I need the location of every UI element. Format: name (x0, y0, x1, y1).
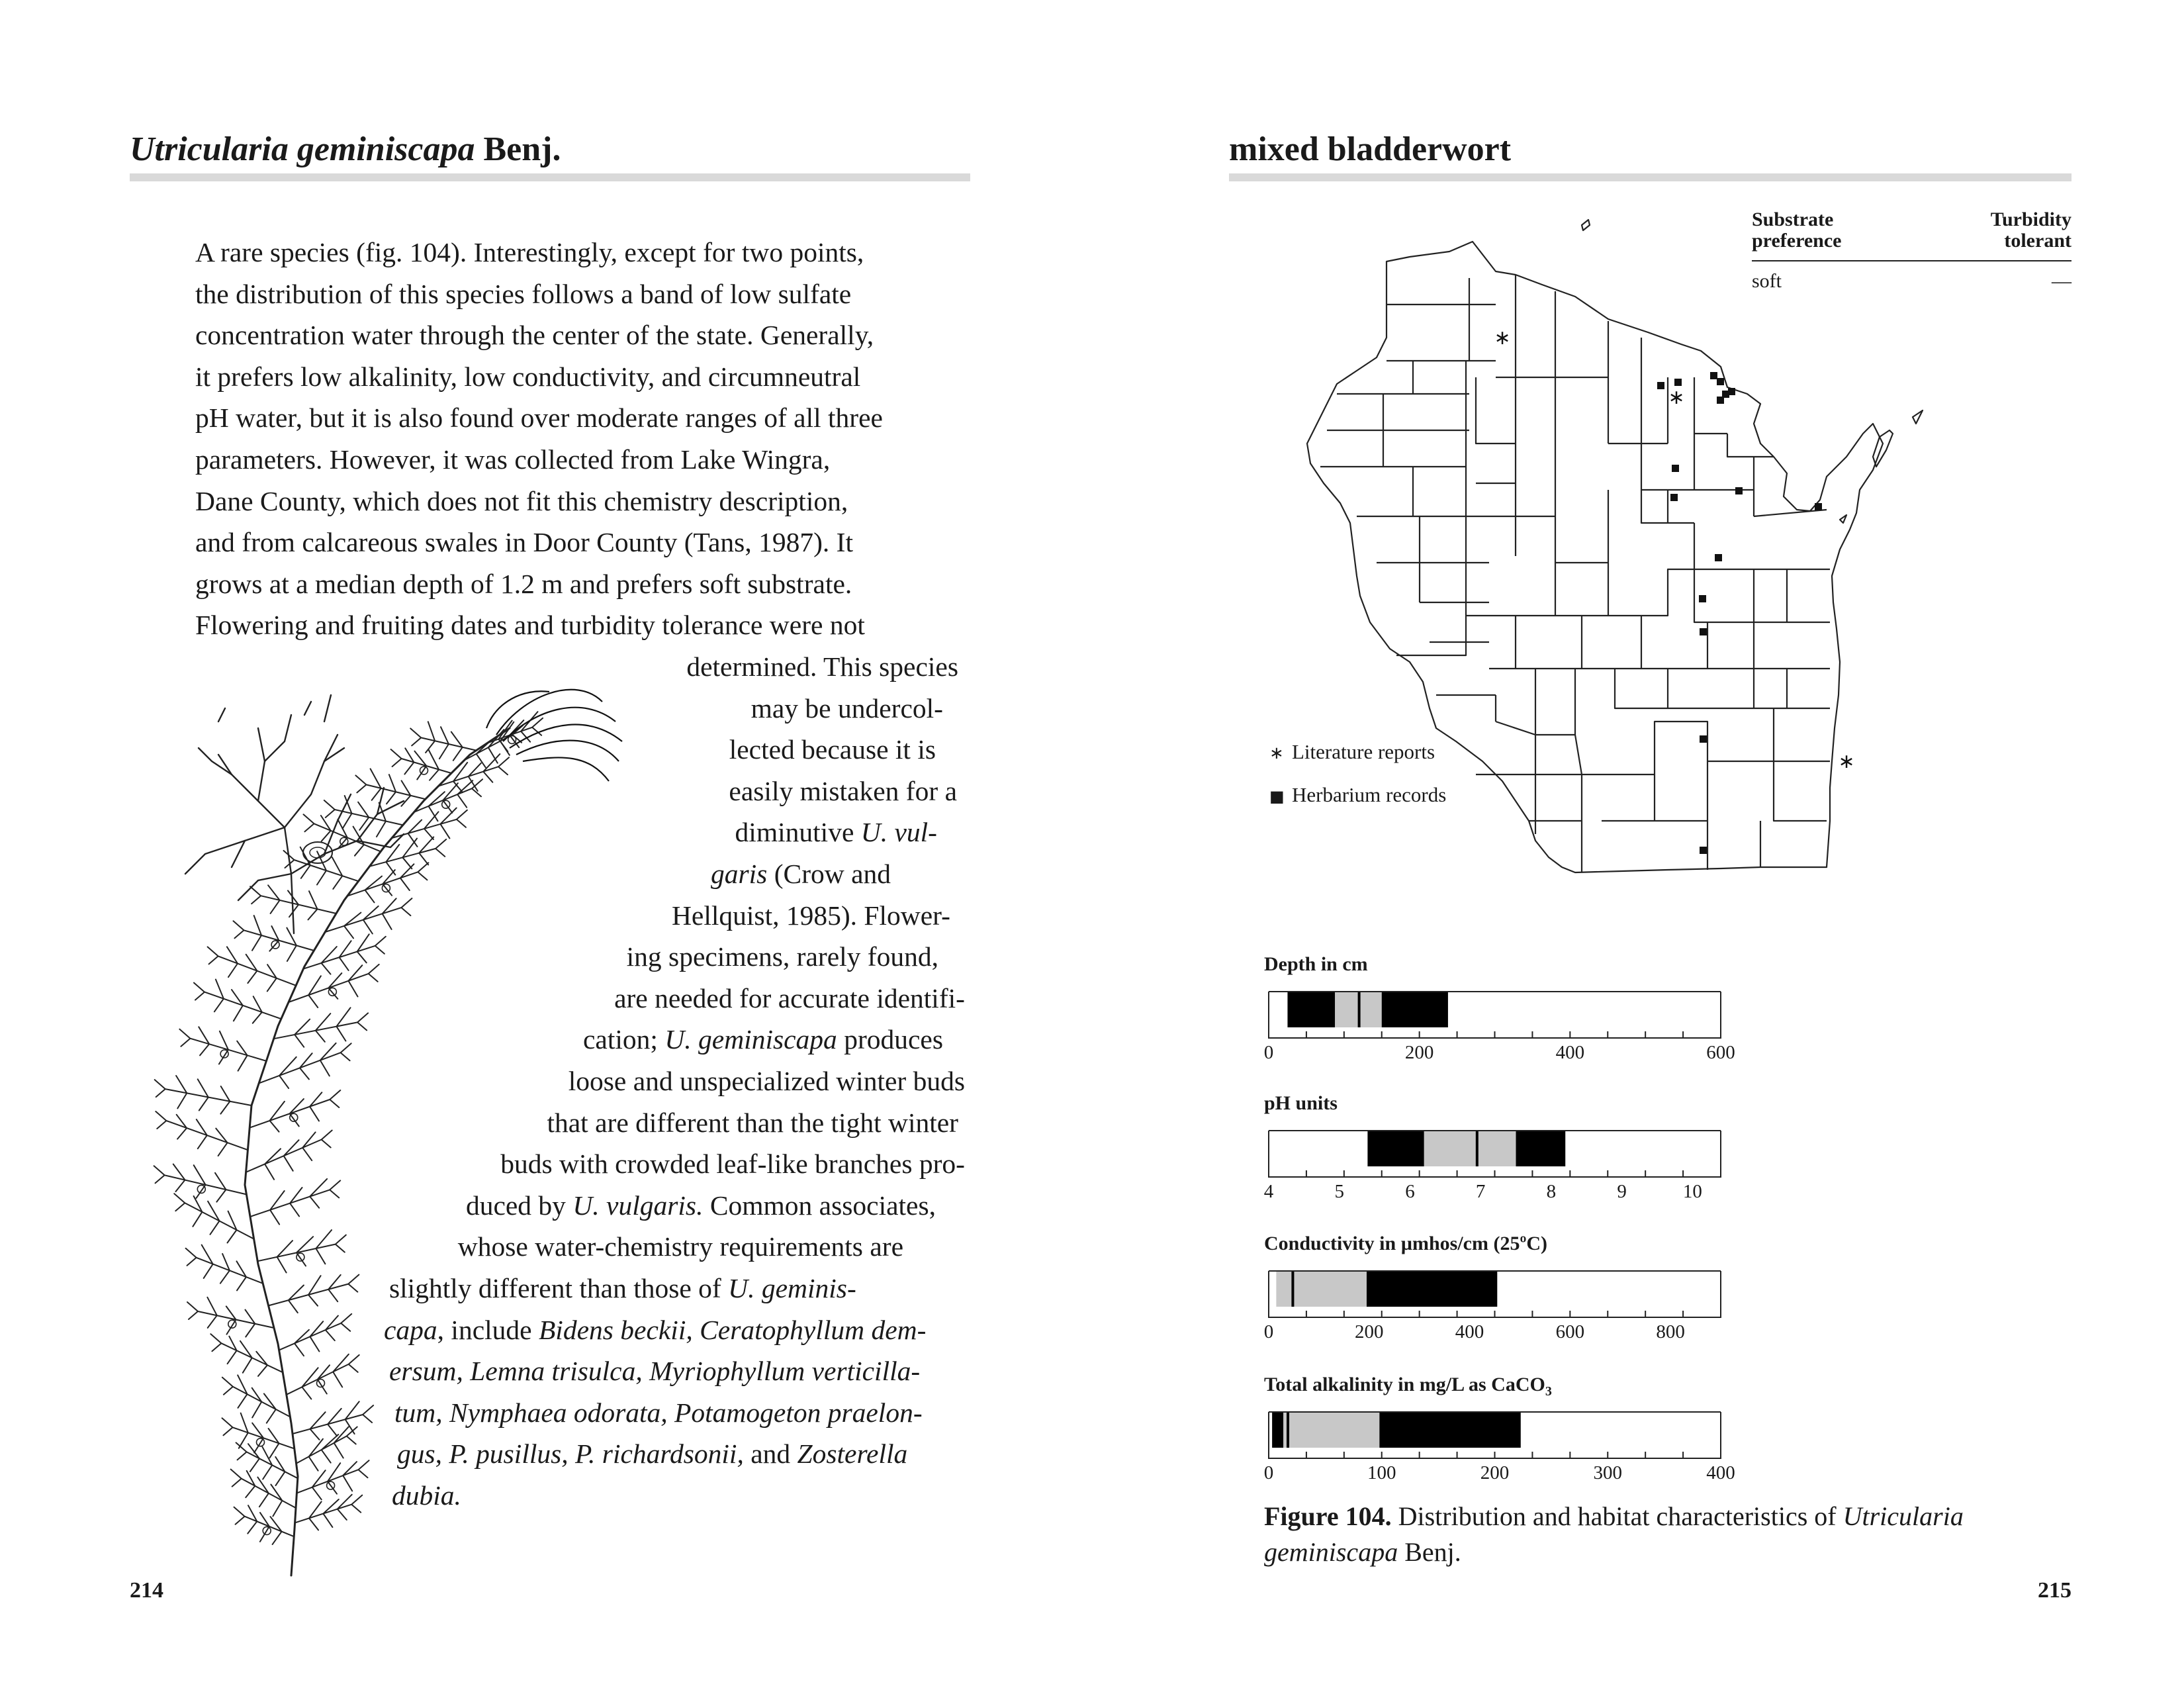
range-band (1287, 992, 1335, 1027)
herbarium-record-marker (1715, 554, 1722, 561)
paragraph-line (195, 356, 860, 398)
caption-line-1: Figure 104. Distribution and habitat characteristics of Utricularia (1264, 1501, 1964, 1531)
substrate-value: soft (1752, 270, 1782, 292)
tick-label: 200 (1404, 1042, 1434, 1063)
text-run: concentration water through the center of the state. Generally, (195, 320, 874, 351)
paragraph-line (195, 232, 864, 273)
tick-label: 100 (1367, 1462, 1396, 1483)
chart-title-subscript: 3 (1545, 1384, 1552, 1399)
herbarium-record-marker (1700, 735, 1707, 743)
text-run: that are different than the tight winter (547, 1107, 958, 1138)
species-name: Utricularia geminiscapa (130, 130, 475, 168)
tick-label: 6 (1405, 1181, 1415, 1202)
text-run: capa (384, 1314, 437, 1345)
tick-label: 4 (1263, 1181, 1274, 1202)
tick-label: 400 (1455, 1321, 1484, 1342)
text-run: grows at a median depth of 1.2 m and prefers soft substrate. (195, 568, 852, 599)
chart-title-text: Total alkalinity in mg/L as CaCO (1264, 1374, 1545, 1395)
text-run: gus, P. pusillus, P. richardsonii, (397, 1438, 744, 1470)
text-run: ing specimens, rarely found, (626, 941, 938, 972)
herbarium-record-marker (1670, 494, 1678, 501)
plant-illustration (126, 682, 708, 1595)
chart-title-text: Conductivity in µmhos/cm (25ºC) (1264, 1233, 1548, 1254)
text-run: slightly different than those of (389, 1273, 729, 1303)
chart-title (1264, 1374, 1552, 1399)
legend-label: Literature reports (1292, 740, 1435, 763)
paragraph-line (195, 439, 830, 481)
tick-label: 5 (1334, 1181, 1344, 1202)
tick-label: 0 (1263, 1462, 1274, 1483)
herbarium-record-marker (1717, 397, 1724, 404)
map-legend (1269, 740, 1446, 807)
text-run: Flowering and fruiting dates and turbidity tolerance were not (195, 610, 865, 641)
range-band (1382, 992, 1448, 1027)
page-title-right: mixed bladderwort (1229, 130, 1512, 168)
text-run: produces (837, 1024, 943, 1055)
text-run: buds with crowded leaf-like branches pro- (500, 1149, 965, 1180)
range-band (1272, 1412, 1283, 1448)
paragraph-line (195, 397, 883, 439)
text-run: lected because it is (729, 734, 936, 765)
chart-title (1264, 953, 1368, 976)
text-run: U. geminiscapa (664, 1024, 837, 1055)
paragraph-line (195, 604, 865, 646)
figure-caption (1264, 1499, 1964, 1570)
tick-label: 8 (1546, 1181, 1557, 1202)
range-band (1283, 1412, 1379, 1448)
herbarium-record-marker (1699, 595, 1706, 602)
text-run: U. vulgaris. (572, 1190, 704, 1221)
herbarium-record-marker (1674, 379, 1682, 386)
turbidity-value: — (2052, 270, 2071, 292)
turbidity-header: Turbidity tolerant (1990, 209, 2071, 252)
figure-label: Figure 104. (1264, 1501, 1392, 1531)
text-run: cation; (583, 1024, 665, 1055)
paragraph-line (729, 771, 957, 812)
tick-label: 0 (1263, 1042, 1274, 1063)
paragraph-line (729, 729, 936, 771)
square-icon: ■ (1269, 787, 1285, 806)
text-run: easily mistaken for a (729, 775, 957, 806)
text-run: whose water-chemistry requirements are (457, 1231, 903, 1262)
tick-label: 600 (1555, 1321, 1585, 1342)
tick-label: 10 (1682, 1181, 1702, 1202)
text-run: Bidens beckii, Ceratophyllum dem- (538, 1314, 927, 1345)
text-run: tum, Nymphaea odorata, Potamogeton praelon- (394, 1397, 923, 1428)
chart-title (1264, 1092, 1338, 1115)
title-rule-right (1229, 173, 2071, 181)
paragraph-line (195, 522, 853, 563)
herbarium-record-marker (1657, 382, 1664, 389)
range-bar-chart (1257, 1404, 1734, 1470)
range-band (1379, 1412, 1520, 1448)
literature-report-marker: ∗ (1838, 750, 1855, 773)
text-run: dubia. (392, 1480, 461, 1511)
range-bar-chart (1257, 984, 1734, 1050)
literature-report-marker: ∗ (1668, 386, 1685, 409)
page-number-right: 215 (2038, 1578, 2071, 1603)
text-run: parameters. However, it was collected from Lake Wingra, (195, 444, 831, 475)
tick-label: 400 (1706, 1462, 1735, 1483)
herbarium-record-marker (1735, 487, 1743, 494)
distribution-map (1297, 205, 2091, 947)
chart-title-text: pH units (1264, 1092, 1338, 1114)
paragraph-line (751, 688, 943, 729)
species-author: Benj. (483, 130, 561, 168)
legend-herbarium (1269, 783, 1446, 807)
paragraph-line (686, 646, 958, 688)
herbarium-record-marker (1717, 378, 1724, 385)
paragraph-line (672, 895, 950, 937)
paragraph-line (195, 314, 874, 356)
paragraph-line (195, 273, 851, 315)
chart-title (1264, 1233, 1547, 1255)
page-number-left: 214 (130, 1578, 163, 1603)
range-band (1516, 1131, 1566, 1166)
legend-literature (1269, 740, 1446, 783)
paragraph-line (735, 812, 937, 853)
text-run: A rare species (fig. 104). Interestingly, except for two points, (195, 237, 864, 267)
literature-report-marker: ∗ (1494, 326, 1511, 350)
range-band (1276, 1271, 1367, 1307)
text-run: are needed for accurate identifi- (614, 982, 965, 1013)
text-run: pH water, but it is also found over moderate ranges of all three (195, 402, 883, 434)
herbarium-record-marker (1728, 388, 1735, 395)
range-band (1424, 1131, 1516, 1166)
median-marker (1287, 1412, 1289, 1448)
range-bar-chart (1257, 1263, 1734, 1329)
caption-line-2: geminiscapa Benj. (1264, 1537, 1461, 1567)
median-marker (1358, 992, 1361, 1027)
text-run: determined. This species (686, 651, 958, 682)
text-run: diminutive (735, 817, 861, 848)
herbarium-record-marker (1815, 503, 1822, 510)
tick-label: 400 (1555, 1042, 1585, 1063)
median-marker (1476, 1131, 1479, 1166)
asterisk-icon: ∗ (1269, 743, 1284, 763)
herbarium-record-marker (1700, 847, 1707, 854)
tick-label: 300 (1593, 1462, 1622, 1483)
median-marker (1291, 1271, 1294, 1307)
text-run: , include (437, 1314, 539, 1345)
tick-label: 7 (1475, 1181, 1486, 1202)
herbarium-record-marker (1700, 628, 1707, 635)
text-run: Common associates, (703, 1190, 936, 1221)
tick-label: 200 (1480, 1462, 1510, 1483)
herbarium-record-marker (1710, 372, 1717, 379)
text-run: Hellquist, 1985). Flower- (671, 900, 950, 931)
tick-label: 800 (1656, 1321, 1685, 1342)
tick-label: 600 (1706, 1042, 1735, 1063)
text-run: U. vul- (860, 817, 937, 848)
text-run: (Crow and (767, 859, 891, 889)
tick-label: 200 (1355, 1321, 1384, 1342)
legend-label: Herbarium records (1292, 783, 1447, 806)
text-run: may be undercol- (751, 692, 943, 724)
text-run: and from calcareous swales in Door County (Tans, 1987). It (195, 527, 853, 558)
tick-label: 9 (1617, 1181, 1627, 1202)
text-run: garis (710, 859, 768, 889)
paragraph-line (195, 481, 848, 522)
text-run: Zosterella (797, 1438, 908, 1470)
paragraph-line (195, 563, 852, 605)
range-band (1367, 1131, 1424, 1166)
substrate-header: Substrate preference (1752, 209, 1842, 252)
text-run: duced by (465, 1190, 573, 1221)
text-run: and (743, 1438, 797, 1470)
text-run: Dane County, which does not fit this chemistry description, (195, 485, 848, 516)
text-run: loose and unspecialized winter buds (568, 1066, 965, 1096)
herbarium-record-marker (1672, 465, 1679, 472)
range-band (1367, 1271, 1497, 1307)
range-bar-chart (1257, 1123, 1734, 1189)
text-run: U. geminis- (728, 1273, 856, 1303)
text-run: ersum, Lemna trisulca, Myriophyllum verticilla- (389, 1356, 921, 1387)
chart-title-text: Depth in cm (1264, 953, 1368, 975)
text-run: the distribution of this species follows a band of low sulfate (195, 278, 852, 309)
text-run: it prefers low alkalinity, low conductivity, and circumneutral (195, 361, 861, 392)
tick-label: 0 (1263, 1321, 1274, 1342)
